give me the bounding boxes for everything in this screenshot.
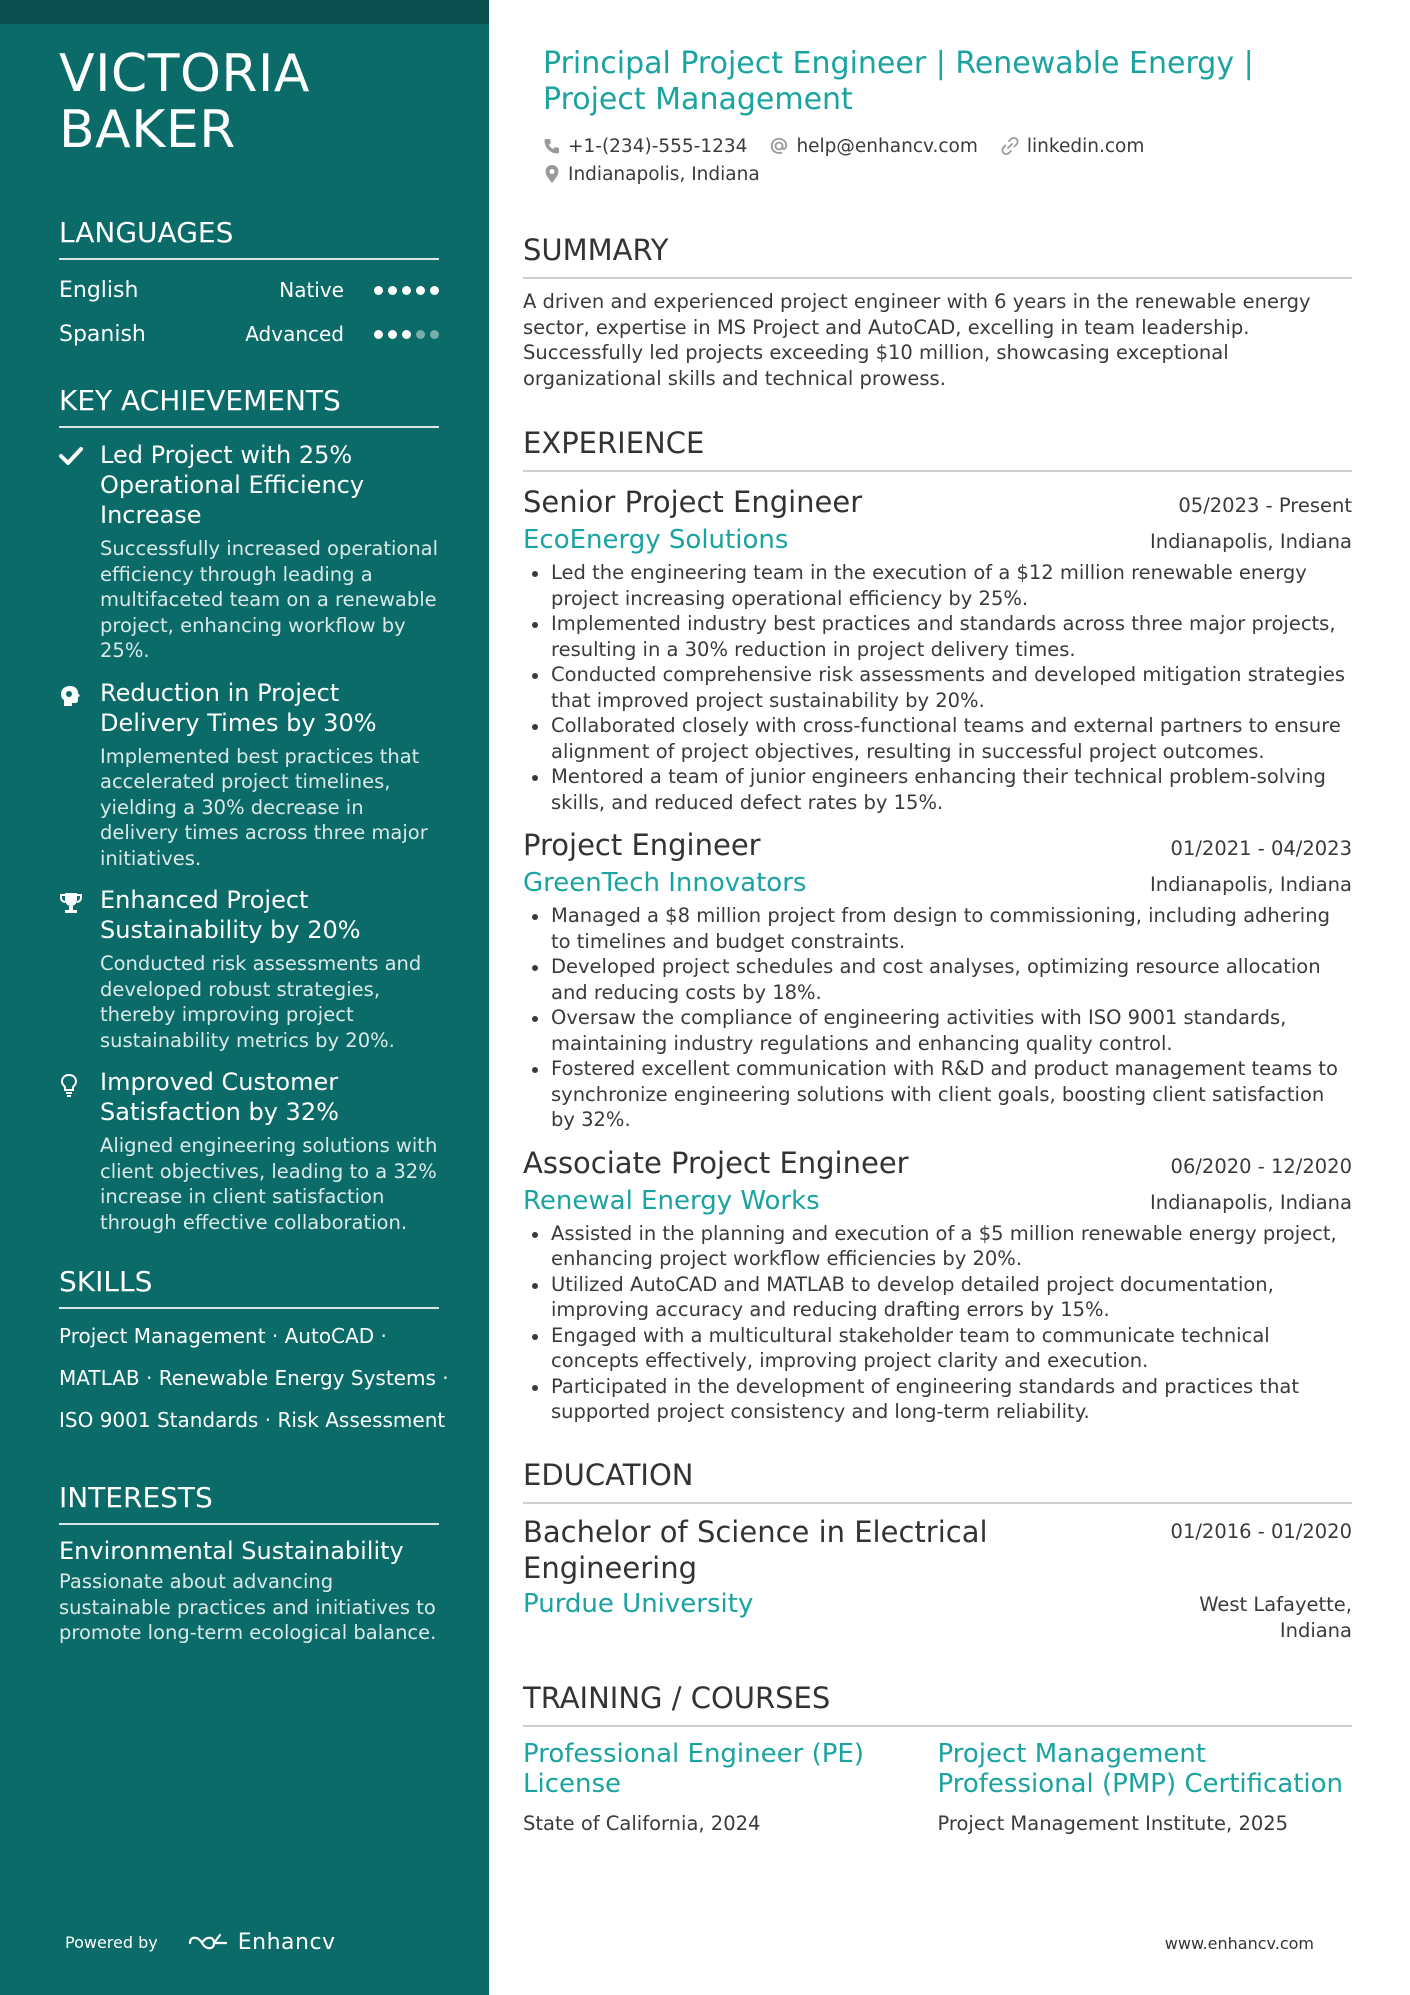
company-name: GreenTech Innovators	[523, 868, 807, 898]
languages-title: LANGUAGES	[59, 216, 439, 260]
bullet-item: Implemented industry best practices and standards across three major projects, resulting in a 30% reduction in project delivery times.	[523, 611, 1352, 662]
job-dates: 01/2021 - 04/2023	[1170, 837, 1352, 860]
achievements-title: KEY ACHIEVEMENTS	[59, 384, 439, 428]
footer-url[interactable]: www.enhancv.com	[1164, 1934, 1314, 1953]
linkedin-url: linkedin.com	[1026, 135, 1145, 157]
job-dates: 05/2023 - Present	[1178, 494, 1352, 517]
contact-email[interactable]	[769, 136, 977, 157]
proficiency-dots	[374, 286, 439, 295]
phone-number: +1-(234)-555-1234	[568, 135, 748, 157]
bullet-item: Assisted in the planning and execution of a $5 million renewable energy project, enhancing project workflow efficiencies by 20%.	[523, 1221, 1352, 1272]
bullet-item: Engaged with a multicultural stakeholder team to communicate technical concepts effectively, improving project clarity and execution.	[523, 1323, 1352, 1374]
interests-section	[59, 1481, 439, 1646]
company-name: EcoEnergy Solutions	[523, 525, 789, 555]
contact-location	[543, 164, 760, 185]
achievement-desc: Successfully increased operational efficiency through leading a multifaceted team on a renewable project, enhancing workflow by 25%.	[100, 537, 439, 662]
location-text: Indianapolis, Indiana	[568, 163, 760, 185]
language-level: Advanced	[245, 322, 344, 346]
education-dates: 01/2016 - 01/2020	[1170, 1519, 1352, 1543]
bullet-item: Managed a $8 million project from design to commissioning, including adhering to timelines and budget constraints.	[523, 903, 1352, 954]
school-name: Purdue University	[523, 1588, 754, 1619]
skills-title: SKILLS	[59, 1265, 439, 1309]
job-title: Senior Project Engineer	[523, 485, 863, 519]
interest-title: Environmental Sustainability	[59, 1537, 404, 1565]
achievement-item	[59, 885, 439, 1053]
achievement-title: Enhanced Project Sustainability by 20%	[100, 886, 361, 944]
achievement-item	[59, 440, 439, 664]
contact-linkedin[interactable]	[1000, 136, 1144, 157]
job-bullets	[523, 903, 1352, 1133]
course-title: Project Management Professional (PMP) Certification	[937, 1738, 1344, 1799]
achievement-desc: Conducted risk assessments and developed robust strategies, thereby improving project sustainability metrics by 20%.	[100, 952, 422, 1052]
headline: Principal Project Engineer | Renewable Energy | Project Management	[543, 46, 1254, 117]
training-section	[523, 1680, 1352, 1837]
education-section	[523, 1457, 1352, 1644]
degree-title: Bachelor of Science in Electrical Engineering	[523, 1514, 988, 1585]
experience-title: EXPERIENCE	[523, 425, 1352, 472]
summary-text: A driven and experienced project engineer with 6 years in the renewable energy sector, expertise in MS Project and AutoCAD, excelling in team leadership. Successfully led projects exceeding $10 million, showcasing exceptional organizational skills and technical prowess.	[523, 290, 1311, 390]
sidebar	[0, 0, 489, 1995]
enhancv-logo-icon	[186, 1932, 230, 1954]
achievement-item	[59, 1067, 439, 1235]
job-bullets	[523, 560, 1352, 815]
job-location: Indianapolis, Indiana	[1149, 873, 1352, 896]
job-title: Associate Project Engineer	[523, 1145, 909, 1180]
phone-icon	[543, 137, 561, 155]
skills-row: MATLAB · Renewable Energy Systems ·	[59, 1366, 449, 1390]
sidebar-top-bar	[0, 0, 489, 24]
achievement-title: Reduction in Project Delivery Times by 30%	[100, 678, 377, 737]
company-name: Renewal Energy Works	[523, 1185, 820, 1216]
job-dates: 06/2020 - 12/2020	[1170, 1154, 1352, 1178]
at-icon	[769, 136, 789, 156]
skill-item: AutoCAD	[284, 1324, 375, 1348]
languages-section	[59, 216, 439, 356]
achievement-desc: Aligned engineering solutions with client objectives, leading to a 32% increase in client satisfaction through effective collaboration.	[100, 1134, 438, 1234]
link-icon	[1000, 136, 1020, 156]
main-content	[523, 46, 1352, 1837]
proficiency-dots	[374, 330, 439, 339]
summary-section	[523, 232, 1352, 391]
language-row	[59, 312, 439, 356]
candidate-name	[59, 46, 439, 158]
email-address: help@enhancv.com	[796, 135, 978, 157]
achievement-desc: Implemented best practices that accelerated project timelines, yielding a 30% decrease in delivery times across three major initiatives.	[100, 744, 428, 870]
name-last: BAKER	[59, 100, 236, 160]
skills-row: Project Management · AutoCAD ·	[59, 1324, 387, 1348]
interests-title: INTERESTS	[59, 1481, 439, 1525]
skill-item: Project Management	[59, 1324, 266, 1348]
education-title: EDUCATION	[523, 1457, 1352, 1504]
job-entry	[523, 484, 1352, 815]
job-location: Indianapolis, Indiana	[1149, 530, 1352, 553]
bullet-item: Mentored a team of junior engineers enhancing their technical problem-solving skills, and reduced defect rates by 15%.	[523, 764, 1352, 815]
skill-item: Risk Assessment	[277, 1408, 446, 1432]
name-first: VICTORIA	[59, 44, 310, 104]
bullet-item: Collaborated closely with cross-functional teams and external partners to ensure alignment of project objectives, resulting in successful project outcomes.	[523, 713, 1352, 764]
bullet-item: Utilized AutoCAD and MATLAB to develop detailed project documentation, improving accuracy and reducing drafting errors by 15%.	[523, 1272, 1352, 1323]
bullet-item: Developed project schedules and cost analyses, optimizing resource allocation and reducing costs by 18%.	[523, 954, 1352, 1005]
skill-item: MATLAB	[59, 1366, 140, 1390]
job-entry	[523, 827, 1352, 1133]
skills-row: ISO 9001 Standards · Risk Assessment	[59, 1408, 446, 1432]
bullet-item: Oversaw the compliance of engineering activities with ISO 9001 standards, maintaining industry regulations and enhancing quality control.	[523, 1005, 1352, 1056]
skill-item: Renewable Energy Systems	[158, 1366, 436, 1390]
contact-phone[interactable]	[543, 136, 747, 157]
brain-icon	[59, 678, 100, 872]
job-title: Project Engineer	[523, 828, 761, 862]
language-name: Spanish	[59, 321, 146, 347]
bullet-item: Participated in the development of engineering standards and practices that supported project consistency and long-term reliability.	[523, 1374, 1352, 1425]
bullet-item: Conducted comprehensive risk assessments and developed mitigation strategies that improved project sustainability by 20%.	[523, 662, 1352, 713]
achievement-title: Led Project with 25% Operational Efficiency Increase	[100, 441, 365, 529]
course-desc: Project Management Institute, 2025	[937, 1811, 1289, 1835]
skill-item: ISO 9001 Standards	[59, 1408, 259, 1432]
language-level: Native	[279, 278, 344, 302]
enhancv-logo[interactable]	[186, 1930, 336, 1955]
trophy-icon	[59, 885, 100, 1053]
interest-desc: Passionate about advancing sustainable practices and initiatives to promote long-term ecological balance.	[59, 1570, 437, 1644]
course-title: Professional Engineer (PE) License	[523, 1738, 864, 1799]
bullet-item: Fostered excellent communication with R&D and product management teams to synchronize engineering solutions with client goals, boosting client satisfaction by 32%.	[523, 1056, 1352, 1133]
skills-section	[59, 1265, 449, 1441]
bullet-item: Led the engineering team in the execution of a $12 million renewable energy project increasing operational efficiency by 25%.	[523, 560, 1352, 611]
powered-by	[65, 1930, 336, 1955]
training-title: TRAINING / COURSES	[523, 1680, 1352, 1727]
school-location: West Lafayette, Indiana	[1199, 1592, 1352, 1642]
course-desc: State of California, 2024	[523, 1811, 761, 1835]
course-item	[938, 1739, 1353, 1837]
summary-title: SUMMARY	[523, 232, 1352, 279]
job-location: Indianapolis, Indiana	[1149, 1190, 1352, 1214]
achievements-section	[59, 384, 439, 1235]
achievement-item	[59, 678, 439, 872]
achievement-title: Improved Customer Satisfaction by 32%	[100, 1068, 339, 1126]
experience-section	[523, 425, 1352, 1425]
language-row	[59, 268, 439, 312]
location-pin-icon	[543, 164, 561, 184]
language-name: English	[59, 277, 139, 303]
job-entry	[523, 1145, 1352, 1425]
check-icon	[59, 440, 100, 664]
contact-info	[523, 132, 1352, 188]
powered-by-label: Powered by	[65, 1933, 158, 1952]
lightbulb-icon	[59, 1067, 100, 1235]
job-bullets	[523, 1221, 1352, 1425]
course-item	[523, 1739, 938, 1837]
enhancv-wordmark: Enhancv	[237, 1930, 336, 1955]
